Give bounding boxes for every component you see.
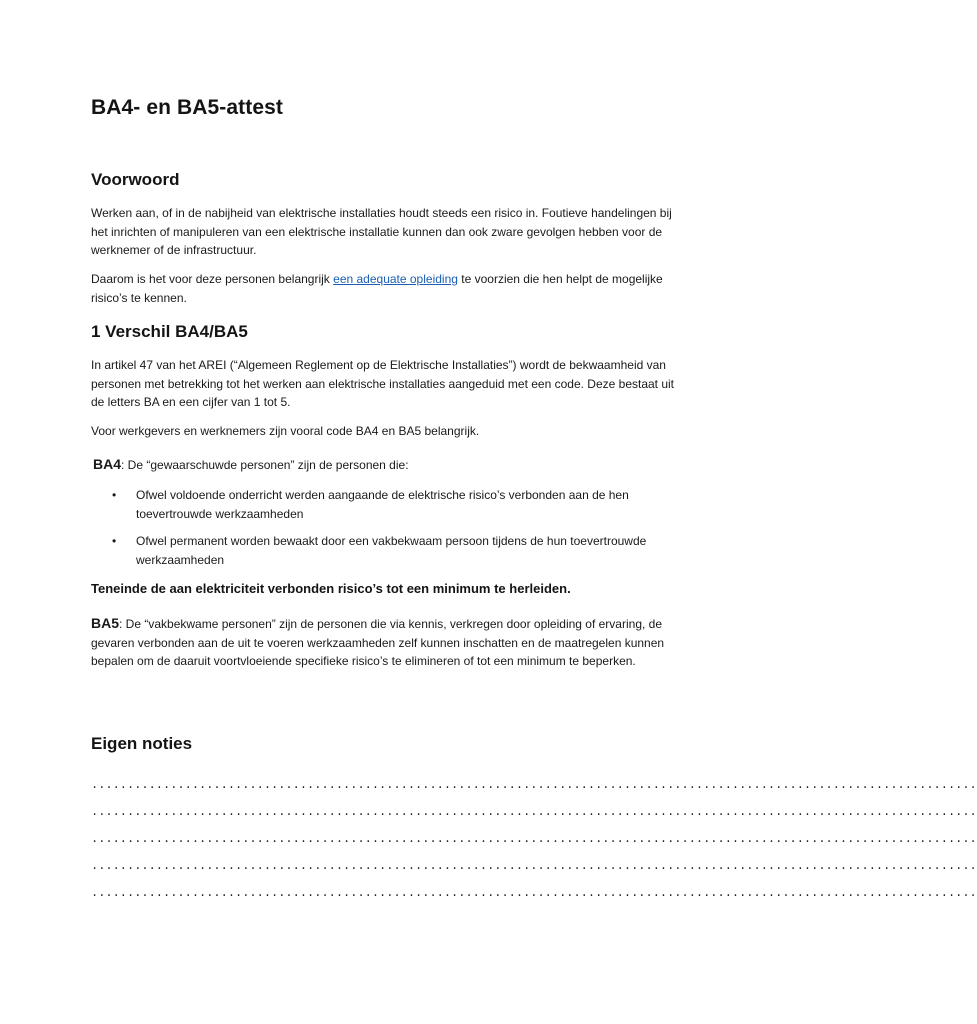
voorwoord-paragraph-1: Werken aan, of in de nabijheid van elektrische installaties houdt steeds een risico in. Foutieve handelingen bij het inrichten of manipuleren van een elektrische installatie kunnen dan ook zware gevolgen hebben voor de werknemer of de infrastructuur.: [91, 206, 672, 258]
ba4-definition: [93, 455, 683, 475]
notes-line-1[interactable]: ...........................................................................................................................: [91, 778, 977, 792]
bullet-text: Ofwel permanent worden bewaakt door een vakbekwaam persoon tijdens de hun toevertrouwde werkzaamheden: [136, 534, 647, 567]
notes-heading: Eigen noties: [91, 734, 193, 753]
notes-line-2[interactable]: ...........................................................................................................................: [91, 805, 977, 819]
voorwoord-paragraph-2-start: Daarom is het voor deze personen belangrijk: [91, 272, 334, 286]
ba5-definition: [91, 614, 681, 671]
section-1-heading: 1 Verschil BA4/BA5: [91, 322, 248, 341]
notes-line-3[interactable]: ...........................................................................................................................: [91, 832, 977, 846]
section-1-paragraph-2: Voor werkgevers en werknemers zijn vooral code BA4 en BA5 belangrijk.: [91, 424, 480, 438]
voorwoord-heading: Voorwoord: [91, 170, 180, 189]
voorwoord-paragraph-2-end: te voorzien die hen helpt de mogelijke risico’s te kennen.: [91, 272, 663, 305]
section-1-paragraph-1: In artikel 47 van het AREI (“Algemeen Reglement op de Elektrische Installaties”) wordt de bekwaamheid van personen met betrekking tot het werken aan elektrische installaties aangeduid met een code. Deze bestaat uit de letters BA en een cijfer van 1 tot 5.: [91, 358, 675, 410]
bullet-text: Ofwel voldoende onderricht werden aangaande de elektrische risico’s verbonden aan de hen toevertrouwde werkzaamheden: [136, 488, 629, 521]
ba4-text-a: : De: [121, 458, 147, 472]
opleiding-link[interactable]: een adequate opleiding: [333, 272, 458, 286]
ba4-text-b: zijn de personen die:: [294, 458, 409, 472]
notes-line-5[interactable]: ...........................................................................................................................: [91, 886, 977, 900]
emphasis-statement: Teneinde de aan elektriciteit verbonden risico’s tot een minimum te herleiden.: [91, 581, 571, 596]
ba5-text-a: : De: [119, 617, 145, 631]
ba4-quoted-term: “gewaarschuwde personen”: [146, 458, 295, 472]
ba5-quoted-term: “vakbekwame personen”: [144, 617, 276, 631]
page-title: BA4- en BA5-attest: [91, 96, 283, 119]
ba5-text-b: zijn de personen die via kennis, verkregen door opleiding of ervaring, de gevaren verbonden aan de uit te voeren werkzaamheden zelf kunnen inschatten en de maatregelen kunnen bepalen om de daaruit voortvloeiende specifieke risico’s te elimineren of tot een minimum te beperken.: [91, 617, 665, 669]
bullet-marker: •: [112, 534, 117, 549]
voorwoord-paragraph-2: [91, 270, 681, 307]
ba4-label: BA4: [93, 456, 122, 472]
ba5-label: BA5: [91, 615, 120, 631]
list-item: [108, 486, 680, 523]
ba4-bullet-list: [108, 486, 680, 578]
list-item: [108, 532, 680, 569]
bullet-marker: •: [112, 488, 117, 502]
notes-line-4[interactable]: ...........................................................................................................................: [91, 859, 977, 873]
